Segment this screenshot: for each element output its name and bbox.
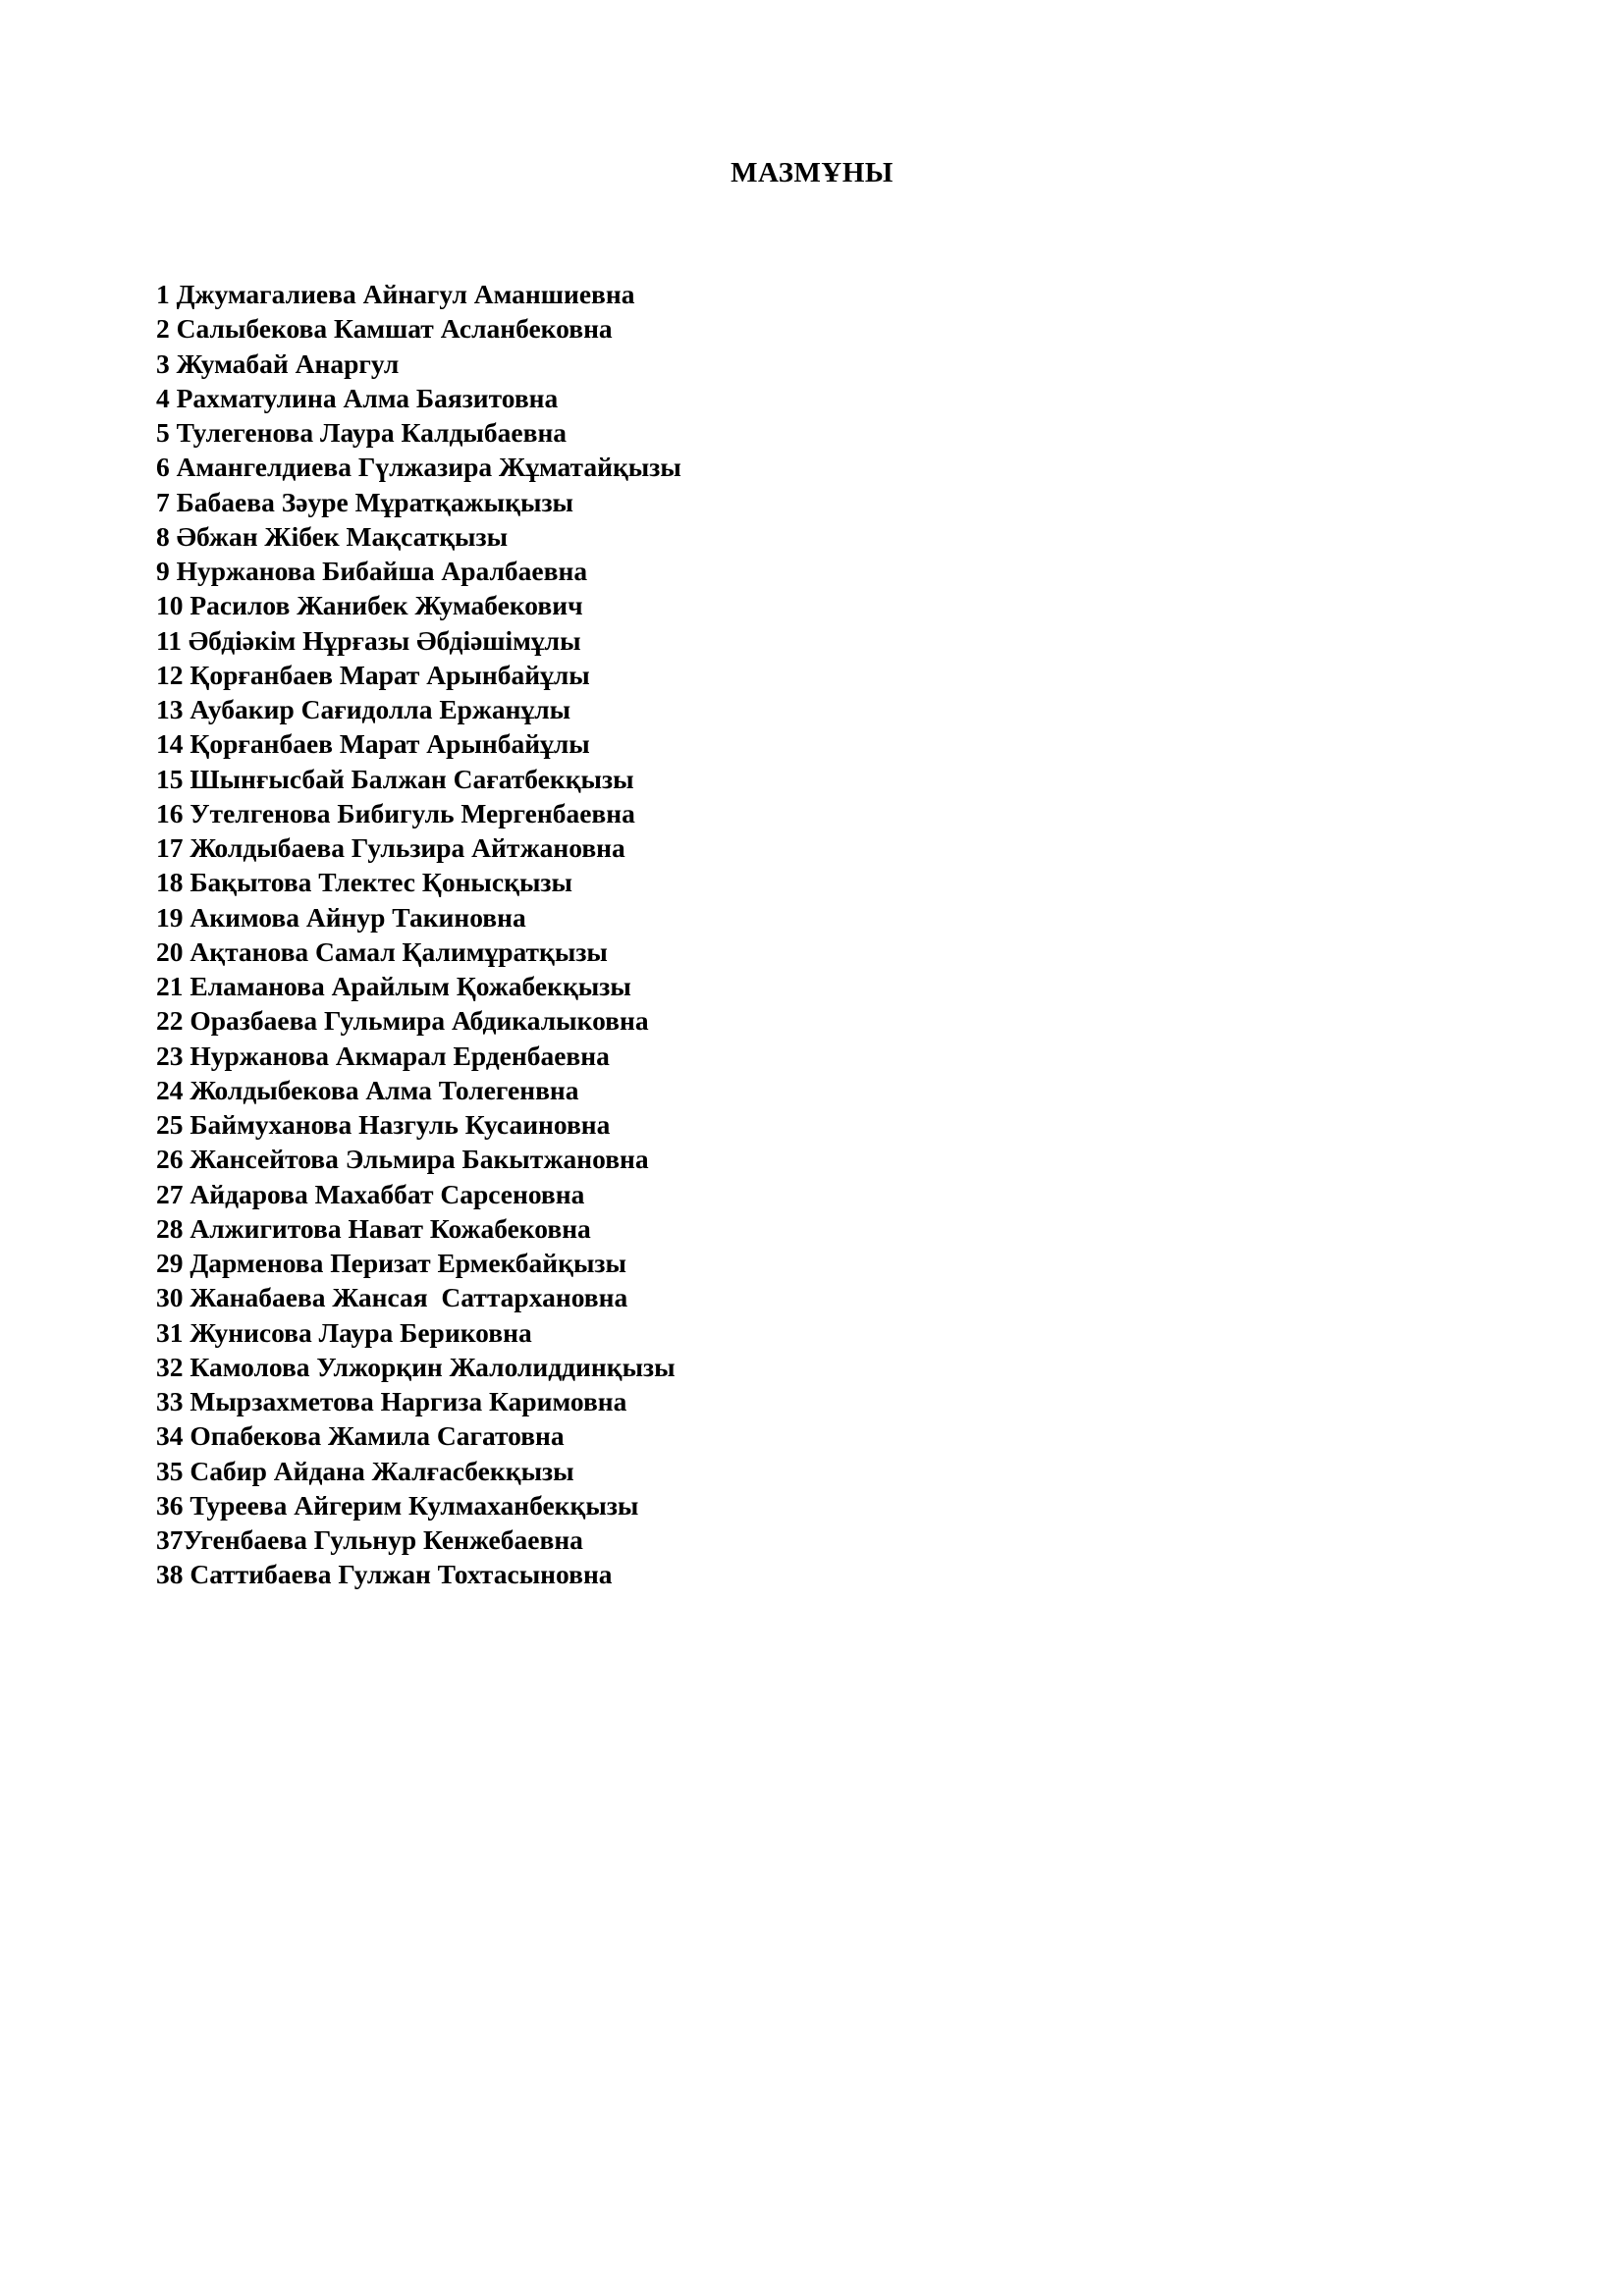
toc-entry: 25 Баймуханова Назгуль Кусаиновна <box>156 1109 611 1140</box>
toc-entry: 19 Акимова Айнур Такиновна <box>156 901 526 933</box>
toc-entry: 4 Рахматулина Алма Баязитовна <box>156 382 559 413</box>
toc-entry: 32 Камолова Улжорқин Жалолиддинқызы <box>156 1351 676 1382</box>
toc-entry: 35 Сабир Айдана Жалғасбекқызы <box>156 1455 574 1486</box>
toc-entry: 5 Тулегенова Лаура Калдыбаевна <box>156 417 568 448</box>
toc-entry: 17 Жолдыбаева Гульзира Айтжановна <box>156 832 625 863</box>
toc-entry: 23 Нуржанова Акмарал Ерденбаевна <box>156 1040 610 1071</box>
toc-entry: 16 Утелгенова Бибигуль Мергенбаевна <box>156 797 635 828</box>
toc-entry: 37Угенбаева Гульнур Кенжебаевна <box>156 1524 583 1555</box>
toc-entry: 28 Алжигитова Нават Кожабековна <box>156 1212 591 1244</box>
toc-entry: 9 Нуржанова Бибайша Аралбаевна <box>156 556 588 586</box>
toc-entry: 33 Мырзахметова Наргиза Каримовна <box>156 1386 627 1416</box>
toc-entry: 3 Жумабай Анаргул <box>156 347 400 379</box>
table-of-contents <box>156 277 681 1592</box>
toc-entry: 1 Джумагалиева Айнагул Аманшиевна <box>156 279 635 309</box>
toc-entry: 15 Шынғысбай Балжан Сағатбекқызы <box>156 763 634 794</box>
toc-entry: 31 Жунисова Лаура Бериковна <box>156 1316 532 1348</box>
toc-entry: 38 Саттибаева Гулжан Тохтасыновна <box>156 1559 613 1590</box>
toc-entry: 22 Оразбаева Гульмира Абдикалыковна <box>156 1005 649 1037</box>
toc-entry: 29 Дарменова Перизат Ермекбайқызы <box>156 1248 626 1278</box>
toc-entry: 20 Ақтанова Самал Қалимұратқызы <box>156 935 608 967</box>
toc-entry: 13 Аубакир Сағидолла Ержанұлы <box>156 694 571 724</box>
toc-entry: 10 Расилов Жанибек Жумабекович <box>156 590 583 621</box>
toc-entry: 18 Бақытова Тлектес Қонысқызы <box>156 867 572 898</box>
toc-entry: 24 Жолдыбекова Алма Толегенвна <box>156 1074 579 1105</box>
toc-entry: 8 Әбжан Жібек Мақсатқызы <box>156 520 509 552</box>
toc-entry: 11 Әбдіәкім Нұрғазы Әбдіәшімұлы <box>156 624 581 656</box>
toc-entry: 6 Амангелдиева Гүлжазира Жұматайқызы <box>156 452 681 483</box>
toc-entry: 27 Айдарова Махаббат Сарсеновна <box>156 1178 585 1209</box>
toc-entry: 36 Туреева Айгерим Кулмаханбекқызы <box>156 1489 639 1521</box>
toc-entry: 30 Жанабаева Жансая Саттархановна <box>156 1282 628 1313</box>
toc-entry: 12 Қорғанбаев Марат Арынбайұлы <box>156 659 590 690</box>
toc-entry: 14 Қорғанбаев Марат Арынбайұлы <box>156 728 590 760</box>
toc-entry: 7 Бабаева Зәуре Мұратқажықызы <box>156 486 573 517</box>
toc-entry: 34 Опабекова Жамила Сагатовна <box>156 1420 565 1452</box>
toc-entry: 2 Салыбекова Камшат Асланбековна <box>156 313 613 345</box>
page-title: МАЗМҰНЫ <box>731 157 893 188</box>
toc-entry: 21 Еламанова Арайлым Қожабекқызы <box>156 971 631 1001</box>
toc-entry: 26 Жансейтова Эльмира Бакытжановна <box>156 1144 649 1175</box>
